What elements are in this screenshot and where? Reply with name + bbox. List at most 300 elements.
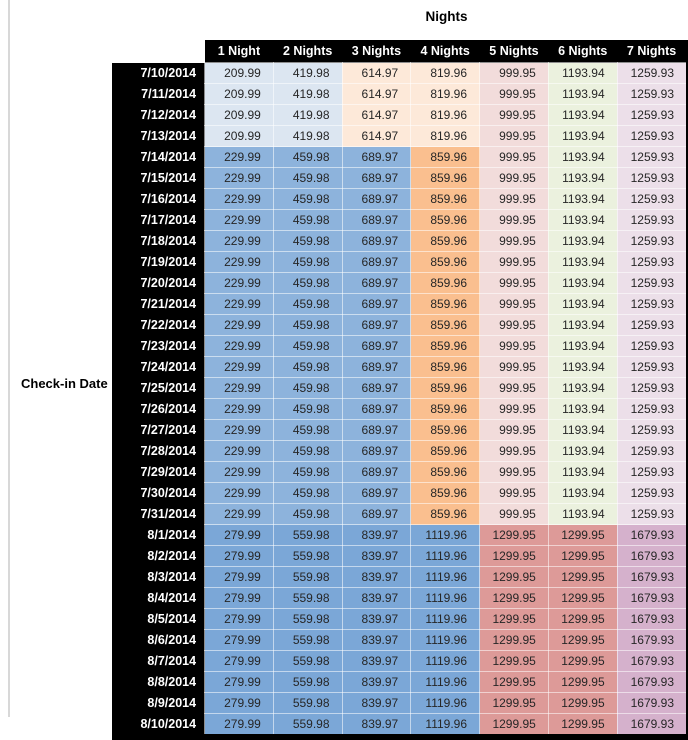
- price-cell: 1299.95: [480, 609, 549, 630]
- price-cell: 1299.95: [548, 651, 617, 672]
- price-cell: 1259.93: [617, 231, 687, 252]
- price-cell: 689.97: [342, 168, 411, 189]
- price-cell: 1193.94: [548, 462, 617, 483]
- price-cell: 1259.93: [617, 147, 687, 168]
- checkin-date-cell: 7/16/2014: [112, 189, 205, 210]
- night-column-header: 3 Nights: [342, 40, 411, 63]
- price-cell: 1679.93: [617, 693, 687, 714]
- night-column-header: 4 Nights: [411, 40, 480, 63]
- price-cell: 279.99: [205, 525, 274, 546]
- price-cell: 229.99: [205, 399, 274, 420]
- price-cell: 859.96: [411, 273, 480, 294]
- price-cell: 279.99: [205, 693, 274, 714]
- price-cell: 1119.96: [411, 588, 480, 609]
- price-cell: 1193.94: [548, 420, 617, 441]
- price-cell: 999.95: [480, 126, 549, 147]
- price-cell: 839.97: [342, 630, 411, 651]
- price-cell: 229.99: [205, 483, 274, 504]
- price-cell: 839.97: [342, 609, 411, 630]
- table-row: [112, 483, 687, 504]
- table-row: [112, 336, 687, 357]
- price-cell: 999.95: [480, 462, 549, 483]
- price-cell: 209.99: [205, 126, 274, 147]
- price-cell: 999.95: [480, 252, 549, 273]
- price-cell: 859.96: [411, 147, 480, 168]
- price-cell: 999.95: [480, 315, 549, 336]
- price-cell: 229.99: [205, 315, 274, 336]
- price-cell: 229.99: [205, 189, 274, 210]
- price-cell: 689.97: [342, 420, 411, 441]
- price-cell: 1259.93: [617, 294, 687, 315]
- table-row: [112, 504, 687, 525]
- price-cell: 1193.94: [548, 63, 617, 84]
- page-edge-line: [8, 0, 10, 717]
- table-body: [112, 63, 687, 738]
- table-row: [112, 315, 687, 336]
- table-row: [112, 84, 687, 105]
- table-row: [112, 672, 687, 693]
- price-cell: 859.96: [411, 462, 480, 483]
- price-cell: 839.97: [342, 672, 411, 693]
- price-cell: 999.95: [480, 147, 549, 168]
- table-row: [112, 189, 687, 210]
- price-cell: 1119.96: [411, 546, 480, 567]
- price-cell: 839.97: [342, 525, 411, 546]
- table-row: [112, 714, 687, 738]
- price-cell: 1193.94: [548, 357, 617, 378]
- table-row: [112, 546, 687, 567]
- price-cell: 1299.95: [480, 567, 549, 588]
- price-cell: 459.98: [273, 357, 342, 378]
- table-row: [112, 210, 687, 231]
- price-cell: 419.98: [273, 126, 342, 147]
- price-cell: 689.97: [342, 273, 411, 294]
- price-cell: 559.98: [273, 525, 342, 546]
- checkin-date-cell: 8/1/2014: [112, 525, 205, 546]
- price-cell: 859.96: [411, 168, 480, 189]
- pricing-table: [112, 40, 688, 740]
- price-cell: 229.99: [205, 168, 274, 189]
- price-cell: 1193.94: [548, 336, 617, 357]
- price-cell: 859.96: [411, 441, 480, 462]
- price-cell: 229.99: [205, 378, 274, 399]
- price-cell: 839.97: [342, 651, 411, 672]
- price-cell: 689.97: [342, 210, 411, 231]
- price-cell: 614.97: [342, 105, 411, 126]
- price-cell: 1299.95: [548, 588, 617, 609]
- price-cell: 459.98: [273, 399, 342, 420]
- checkin-date-cell: 7/12/2014: [112, 105, 205, 126]
- price-cell: 839.97: [342, 693, 411, 714]
- price-cell: 559.98: [273, 714, 342, 738]
- price-cell: 689.97: [342, 378, 411, 399]
- price-cell: 614.97: [342, 126, 411, 147]
- price-cell: 1299.95: [548, 567, 617, 588]
- night-column-header: 2 Nights: [273, 40, 342, 63]
- price-cell: 1679.93: [617, 546, 687, 567]
- checkin-date-cell: 7/26/2014: [112, 399, 205, 420]
- price-cell: 559.98: [273, 693, 342, 714]
- checkin-date-cell: 8/6/2014: [112, 630, 205, 651]
- checkin-date-cell: 7/27/2014: [112, 420, 205, 441]
- price-cell: 279.99: [205, 567, 274, 588]
- price-cell: 1299.95: [548, 693, 617, 714]
- checkin-date-cell: 8/8/2014: [112, 672, 205, 693]
- price-cell: 859.96: [411, 210, 480, 231]
- price-cell: 459.98: [273, 189, 342, 210]
- price-cell: 209.99: [205, 63, 274, 84]
- price-cell: 859.96: [411, 252, 480, 273]
- price-cell: 999.95: [480, 84, 549, 105]
- table-row: [112, 651, 687, 672]
- price-cell: 689.97: [342, 441, 411, 462]
- price-cell: 419.98: [273, 84, 342, 105]
- price-cell: 1299.95: [480, 714, 549, 738]
- price-cell: 689.97: [342, 336, 411, 357]
- price-cell: 1193.94: [548, 378, 617, 399]
- table-row: [112, 588, 687, 609]
- price-cell: 459.98: [273, 336, 342, 357]
- table-row: [112, 378, 687, 399]
- price-cell: 1119.96: [411, 693, 480, 714]
- price-cell: 819.96: [411, 63, 480, 84]
- price-cell: 209.99: [205, 84, 274, 105]
- price-cell: 559.98: [273, 672, 342, 693]
- price-cell: 1119.96: [411, 567, 480, 588]
- checkin-date-cell: 8/2/2014: [112, 546, 205, 567]
- price-cell: 1119.96: [411, 714, 480, 738]
- price-cell: 859.96: [411, 336, 480, 357]
- price-cell: 859.96: [411, 420, 480, 441]
- checkin-date-cell: 7/23/2014: [112, 336, 205, 357]
- price-cell: 1299.95: [480, 630, 549, 651]
- price-cell: 209.99: [205, 105, 274, 126]
- price-cell: 1193.94: [548, 84, 617, 105]
- price-cell: 459.98: [273, 378, 342, 399]
- price-cell: 1299.95: [548, 714, 617, 738]
- table-row: [112, 420, 687, 441]
- price-cell: 689.97: [342, 189, 411, 210]
- price-cell: 859.96: [411, 357, 480, 378]
- checkin-date-cell: 7/17/2014: [112, 210, 205, 231]
- price-cell: 999.95: [480, 273, 549, 294]
- price-cell: 859.96: [411, 294, 480, 315]
- price-cell: 689.97: [342, 252, 411, 273]
- night-column-header: 6 Nights: [548, 40, 617, 63]
- table-row: [112, 252, 687, 273]
- price-cell: 1193.94: [548, 399, 617, 420]
- price-cell: 1259.93: [617, 378, 687, 399]
- price-cell: 999.95: [480, 399, 549, 420]
- price-cell: 839.97: [342, 546, 411, 567]
- price-cell: 999.95: [480, 168, 549, 189]
- price-cell: 1299.95: [480, 672, 549, 693]
- price-cell: 819.96: [411, 126, 480, 147]
- price-cell: 1119.96: [411, 672, 480, 693]
- checkin-date-cell: 7/19/2014: [112, 252, 205, 273]
- price-cell: 1679.93: [617, 525, 687, 546]
- price-cell: 1259.93: [617, 105, 687, 126]
- price-cell: 229.99: [205, 357, 274, 378]
- price-cell: 1119.96: [411, 651, 480, 672]
- price-cell: 279.99: [205, 714, 274, 738]
- price-cell: 229.99: [205, 273, 274, 294]
- checkin-date-cell: 7/24/2014: [112, 357, 205, 378]
- price-cell: 1259.93: [617, 441, 687, 462]
- price-cell: 1193.94: [548, 273, 617, 294]
- checkin-date-cell: 7/25/2014: [112, 378, 205, 399]
- price-cell: 999.95: [480, 231, 549, 252]
- price-cell: 1193.94: [548, 483, 617, 504]
- price-cell: 1193.94: [548, 441, 617, 462]
- checkin-date-cell: 7/10/2014: [112, 63, 205, 84]
- price-cell: 1119.96: [411, 525, 480, 546]
- header-row: [112, 40, 687, 63]
- price-cell: 999.95: [480, 483, 549, 504]
- price-cell: 819.96: [411, 84, 480, 105]
- price-cell: 1259.93: [617, 315, 687, 336]
- price-cell: 1193.94: [548, 105, 617, 126]
- price-cell: 459.98: [273, 252, 342, 273]
- night-column-header: 7 Nights: [617, 40, 687, 63]
- price-cell: 689.97: [342, 399, 411, 420]
- price-cell: 689.97: [342, 294, 411, 315]
- price-cell: 1259.93: [617, 336, 687, 357]
- price-cell: 229.99: [205, 294, 274, 315]
- price-cell: 1193.94: [548, 231, 617, 252]
- table-row: [112, 462, 687, 483]
- table-row: [112, 567, 687, 588]
- checkin-date-cell: 7/20/2014: [112, 273, 205, 294]
- price-cell: 614.97: [342, 84, 411, 105]
- checkin-date-cell: 7/13/2014: [112, 126, 205, 147]
- price-cell: 279.99: [205, 630, 274, 651]
- table-row: [112, 105, 687, 126]
- price-cell: 559.98: [273, 609, 342, 630]
- table-row: [112, 294, 687, 315]
- price-cell: 1679.93: [617, 630, 687, 651]
- price-cell: 1679.93: [617, 609, 687, 630]
- price-cell: 1299.95: [548, 546, 617, 567]
- price-cell: 459.98: [273, 315, 342, 336]
- price-cell: 859.96: [411, 399, 480, 420]
- price-cell: 859.96: [411, 504, 480, 525]
- table-row: [112, 147, 687, 168]
- price-cell: 559.98: [273, 630, 342, 651]
- price-cell: 1299.95: [480, 525, 549, 546]
- night-column-header: 5 Nights: [480, 40, 549, 63]
- table-title: Nights: [425, 9, 468, 24]
- checkin-date-cell: 8/4/2014: [112, 588, 205, 609]
- price-cell: 1679.93: [617, 651, 687, 672]
- price-cell: 999.95: [480, 357, 549, 378]
- price-cell: 999.95: [480, 210, 549, 231]
- price-cell: 1119.96: [411, 609, 480, 630]
- price-cell: 1299.95: [548, 672, 617, 693]
- price-cell: 839.97: [342, 567, 411, 588]
- table-row: [112, 693, 687, 714]
- price-cell: 999.95: [480, 63, 549, 84]
- price-cell: 419.98: [273, 105, 342, 126]
- price-cell: 459.98: [273, 420, 342, 441]
- price-cell: 229.99: [205, 420, 274, 441]
- table-row: [112, 525, 687, 546]
- table-row: [112, 399, 687, 420]
- price-cell: 1259.93: [617, 399, 687, 420]
- checkin-date-cell: 8/7/2014: [112, 651, 205, 672]
- checkin-date-cell: 7/21/2014: [112, 294, 205, 315]
- price-cell: 559.98: [273, 567, 342, 588]
- price-cell: 1299.95: [480, 546, 549, 567]
- price-cell: 1259.93: [617, 357, 687, 378]
- checkin-date-cell: 8/9/2014: [112, 693, 205, 714]
- price-cell: 1193.94: [548, 126, 617, 147]
- table-row: [112, 63, 687, 84]
- price-cell: 1299.95: [480, 651, 549, 672]
- price-cell: 459.98: [273, 294, 342, 315]
- price-cell: 999.95: [480, 420, 549, 441]
- price-cell: 999.95: [480, 336, 549, 357]
- price-cell: 1259.93: [617, 252, 687, 273]
- checkin-date-cell: 7/22/2014: [112, 315, 205, 336]
- price-cell: 279.99: [205, 672, 274, 693]
- price-cell: 559.98: [273, 546, 342, 567]
- price-cell: 1299.95: [548, 525, 617, 546]
- price-cell: 1679.93: [617, 567, 687, 588]
- price-cell: 1193.94: [548, 168, 617, 189]
- price-cell: 859.96: [411, 378, 480, 399]
- price-cell: 279.99: [205, 546, 274, 567]
- price-cell: 689.97: [342, 147, 411, 168]
- price-cell: 839.97: [342, 588, 411, 609]
- price-cell: 459.98: [273, 147, 342, 168]
- price-cell: 229.99: [205, 210, 274, 231]
- price-cell: 459.98: [273, 441, 342, 462]
- price-cell: 819.96: [411, 105, 480, 126]
- checkin-date-cell: 7/11/2014: [112, 84, 205, 105]
- row-axis-label: Check-in Date: [21, 376, 108, 391]
- price-cell: 1679.93: [617, 588, 687, 609]
- price-cell: 459.98: [273, 504, 342, 525]
- price-cell: 1193.94: [548, 147, 617, 168]
- price-cell: 1259.93: [617, 483, 687, 504]
- price-cell: 229.99: [205, 504, 274, 525]
- price-cell: 229.99: [205, 462, 274, 483]
- price-cell: 1259.93: [617, 168, 687, 189]
- price-cell: 1193.94: [548, 189, 617, 210]
- price-cell: 1679.93: [617, 672, 687, 693]
- price-cell: 419.98: [273, 63, 342, 84]
- price-cell: 689.97: [342, 231, 411, 252]
- price-cell: 459.98: [273, 231, 342, 252]
- price-cell: 999.95: [480, 294, 549, 315]
- table-row: [112, 630, 687, 651]
- checkin-date-cell: 7/29/2014: [112, 462, 205, 483]
- price-cell: 859.96: [411, 189, 480, 210]
- price-cell: 689.97: [342, 462, 411, 483]
- price-cell: 1259.93: [617, 462, 687, 483]
- price-cell: 999.95: [480, 378, 549, 399]
- price-cell: 689.97: [342, 315, 411, 336]
- price-cell: 1193.94: [548, 252, 617, 273]
- checkin-date-cell: 8/5/2014: [112, 609, 205, 630]
- price-cell: 859.96: [411, 315, 480, 336]
- price-cell: 1193.94: [548, 504, 617, 525]
- price-cell: 1299.95: [480, 693, 549, 714]
- table-row: [112, 231, 687, 252]
- price-cell: 1259.93: [617, 84, 687, 105]
- price-cell: 1193.94: [548, 294, 617, 315]
- price-cell: 279.99: [205, 651, 274, 672]
- price-cell: 559.98: [273, 588, 342, 609]
- price-cell: 859.96: [411, 483, 480, 504]
- table-row: [112, 168, 687, 189]
- price-cell: 689.97: [342, 504, 411, 525]
- table-row: [112, 441, 687, 462]
- price-cell: 1259.93: [617, 63, 687, 84]
- price-cell: 1299.95: [548, 630, 617, 651]
- price-cell: 229.99: [205, 441, 274, 462]
- price-cell: 1299.95: [480, 588, 549, 609]
- price-cell: 689.97: [342, 357, 411, 378]
- price-cell: 999.95: [480, 441, 549, 462]
- checkin-date-cell: 7/18/2014: [112, 231, 205, 252]
- price-cell: 1193.94: [548, 210, 617, 231]
- checkin-date-cell: 7/31/2014: [112, 504, 205, 525]
- price-cell: 1299.95: [548, 609, 617, 630]
- price-cell: 1259.93: [617, 273, 687, 294]
- price-cell: 999.95: [480, 504, 549, 525]
- price-cell: 459.98: [273, 168, 342, 189]
- price-cell: 1259.93: [617, 504, 687, 525]
- price-cell: 839.97: [342, 714, 411, 738]
- checkin-date-cell: 7/30/2014: [112, 483, 205, 504]
- table-row: [112, 273, 687, 294]
- price-cell: 1119.96: [411, 630, 480, 651]
- checkin-date-cell: 7/15/2014: [112, 168, 205, 189]
- price-cell: 559.98: [273, 651, 342, 672]
- price-cell: 689.97: [342, 483, 411, 504]
- checkin-date-cell: 8/10/2014: [112, 714, 205, 738]
- price-cell: 229.99: [205, 231, 274, 252]
- checkin-date-cell: 8/3/2014: [112, 567, 205, 588]
- price-cell: 1193.94: [548, 315, 617, 336]
- price-cell: 999.95: [480, 189, 549, 210]
- checkin-date-cell: 7/28/2014: [112, 441, 205, 462]
- price-cell: 279.99: [205, 588, 274, 609]
- price-cell: 1259.93: [617, 189, 687, 210]
- price-cell: 229.99: [205, 252, 274, 273]
- night-column-header: 1 Night: [205, 40, 274, 63]
- price-cell: 859.96: [411, 231, 480, 252]
- table-row: [112, 357, 687, 378]
- price-cell: 1259.93: [617, 210, 687, 231]
- price-cell: 999.95: [480, 105, 549, 126]
- price-cell: 459.98: [273, 210, 342, 231]
- price-cell: 459.98: [273, 462, 342, 483]
- price-cell: 459.98: [273, 483, 342, 504]
- checkin-date-cell: 7/14/2014: [112, 147, 205, 168]
- price-cell: 1679.93: [617, 714, 687, 738]
- table-row: [112, 609, 687, 630]
- price-cell: 279.99: [205, 609, 274, 630]
- corner-cell: [112, 40, 205, 63]
- price-cell: 1259.93: [617, 420, 687, 441]
- table-row: [112, 126, 687, 147]
- price-cell: 459.98: [273, 273, 342, 294]
- price-cell: 229.99: [205, 147, 274, 168]
- price-cell: 614.97: [342, 63, 411, 84]
